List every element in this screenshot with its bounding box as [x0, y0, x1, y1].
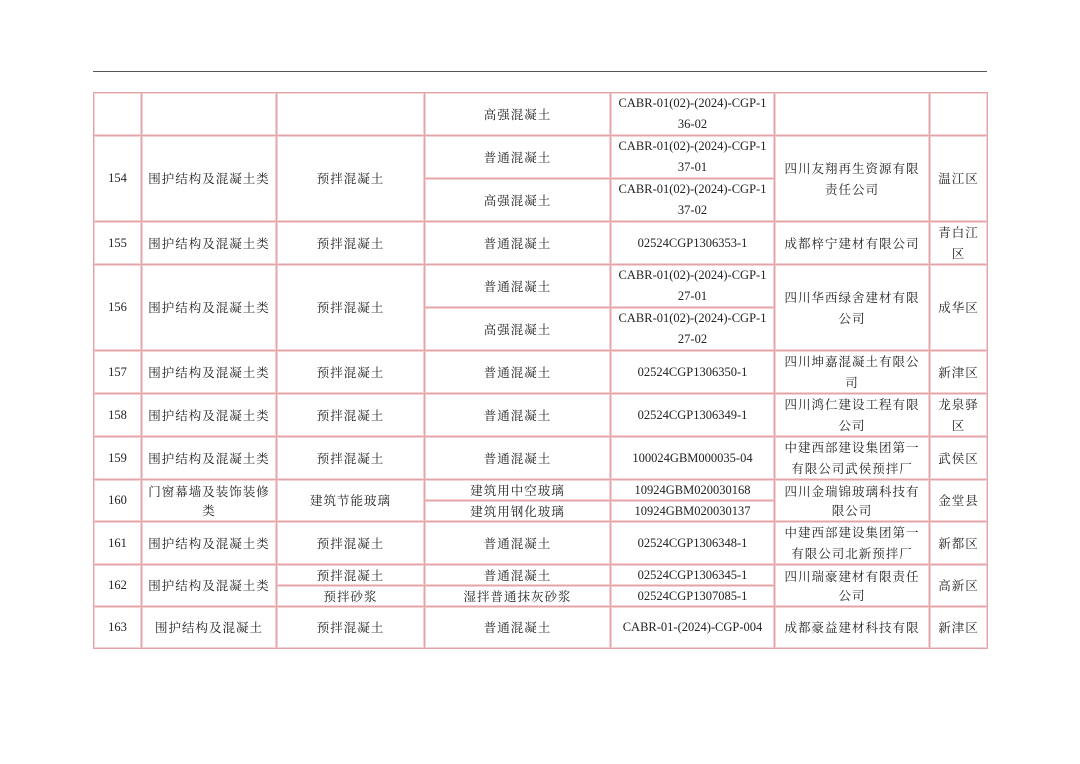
district-cell: 新津区 — [930, 607, 988, 649]
variant-cell: 建筑用中空玻璃 — [425, 480, 611, 501]
table-row — [94, 351, 988, 394]
row-number — [94, 93, 142, 136]
district-cell: 金堂县 — [930, 480, 988, 522]
row-number: 163 — [94, 607, 142, 649]
product-cell — [277, 93, 425, 136]
certificate-code: CABR-01(02)-(2024)-CGP-127-01 — [611, 265, 775, 308]
variant-cell: 高强混凝土 — [425, 179, 611, 222]
product-cell: 建筑节能玻璃 — [277, 480, 425, 522]
category-cell: 围护结构及混凝土类 — [142, 265, 277, 351]
company-cell: 四川华西绿舍建材有限公司 — [775, 265, 930, 351]
district-cell: 温江区 — [930, 136, 988, 222]
variant-cell: 普通混凝土 — [425, 565, 611, 586]
company-cell: 四川金瑞锦玻璃科技有限公司 — [775, 480, 930, 522]
table-row — [94, 437, 988, 480]
variant-cell: 普通混凝土 — [425, 265, 611, 308]
certificate-code: CABR-01(02)-(2024)-CGP-136-02 — [611, 93, 775, 136]
company-cell: 四川瑞豪建材有限责任公司 — [775, 565, 930, 607]
district-cell: 青白江区 — [930, 222, 988, 265]
product-cell: 预拌混凝土 — [277, 565, 425, 586]
category-cell: 围护结构及混凝土类 — [142, 394, 277, 437]
certificate-code: 02524CGP1306353-1 — [611, 222, 775, 265]
certificate-code: 02524CGP1306348-1 — [611, 522, 775, 565]
certificate-code: CABR-01(02)-(2024)-CGP-127-02 — [611, 308, 775, 351]
product-cell: 预拌混凝土 — [277, 265, 425, 351]
district-cell: 龙泉驿区 — [930, 394, 988, 437]
certificate-code: 02524CGP1306345-1 — [611, 565, 775, 586]
row-number: 157 — [94, 351, 142, 394]
product-cell: 预拌混凝土 — [277, 351, 425, 394]
variant-cell: 普通混凝土 — [425, 607, 611, 649]
table-row — [94, 607, 988, 649]
category-cell: 围护结构及混凝土类 — [142, 437, 277, 480]
table-row — [94, 265, 988, 308]
product-cell: 预拌混凝土 — [277, 522, 425, 565]
row-number: 155 — [94, 222, 142, 265]
company-cell: 中建西部建设集团第一有限公司北新预拌厂 — [775, 522, 930, 565]
table-row — [94, 136, 988, 179]
certificate-code: 02524CGP1306349-1 — [611, 394, 775, 437]
company-cell: 成都梓宁建材有限公司 — [775, 222, 930, 265]
category-cell: 围护结构及混凝土 — [142, 607, 277, 649]
certificate-code: 10924GBM020030137 — [611, 501, 775, 522]
district-cell — [930, 93, 988, 136]
certificate-code: CABR-01(02)-(2024)-CGP-137-02 — [611, 179, 775, 222]
variant-cell: 高强混凝土 — [425, 93, 611, 136]
row-number: 156 — [94, 265, 142, 351]
variant-cell: 普通混凝土 — [425, 351, 611, 394]
district-cell: 新津区 — [930, 351, 988, 394]
district-cell: 成华区 — [930, 265, 988, 351]
variant-cell: 普通混凝土 — [425, 136, 611, 179]
table-row — [94, 565, 988, 586]
certificate-code: CABR-01-(2024)-CGP-004 — [611, 607, 775, 649]
product-cell: 预拌混凝土 — [277, 136, 425, 222]
variant-cell: 建筑用钢化玻璃 — [425, 501, 611, 522]
table-row — [94, 222, 988, 265]
row-number: 158 — [94, 394, 142, 437]
product-cell: 预拌混凝土 — [277, 394, 425, 437]
certificate-code: CABR-01(02)-(2024)-CGP-137-01 — [611, 136, 775, 179]
certificate-code: 100024GBM000035-04 — [611, 437, 775, 480]
row-number: 162 — [94, 565, 142, 607]
variant-cell: 普通混凝土 — [425, 437, 611, 480]
row-number: 159 — [94, 437, 142, 480]
district-cell: 高新区 — [930, 565, 988, 607]
company-cell: 中建西部建设集团第一有限公司武侯预拌厂 — [775, 437, 930, 480]
table-row — [94, 93, 988, 136]
product-cell: 预拌混凝土 — [277, 437, 425, 480]
category-cell: 门窗幕墙及装饰装修类 — [142, 480, 277, 522]
variant-cell: 高强混凝土 — [425, 308, 611, 351]
certified-products-table — [93, 92, 988, 649]
category-cell — [142, 93, 277, 136]
variant-cell: 普通混凝土 — [425, 522, 611, 565]
variant-cell: 湿拌普通抹灰砂浆 — [425, 586, 611, 607]
variant-cell: 普通混凝土 — [425, 394, 611, 437]
table-row — [94, 394, 988, 437]
company-cell: 四川坤嘉混凝土有限公司 — [775, 351, 930, 394]
district-cell: 武侯区 — [930, 437, 988, 480]
certificate-code: 10924GBM020030168 — [611, 480, 775, 501]
company-cell — [775, 93, 930, 136]
company-cell: 成都豪益建材科技有限 — [775, 607, 930, 649]
variant-cell: 普通混凝土 — [425, 222, 611, 265]
company-cell: 四川鸿仁建设工程有限公司 — [775, 394, 930, 437]
certificate-code: 02524CGP1307085-1 — [611, 586, 775, 607]
table-row — [94, 480, 988, 501]
row-number: 154 — [94, 136, 142, 222]
product-cell: 预拌混凝土 — [277, 607, 425, 649]
table-row — [94, 522, 988, 565]
page-header-rule — [93, 71, 987, 72]
category-cell: 围护结构及混凝土类 — [142, 136, 277, 222]
category-cell: 围护结构及混凝土类 — [142, 565, 277, 607]
category-cell: 围护结构及混凝土类 — [142, 351, 277, 394]
row-number: 160 — [94, 480, 142, 522]
row-number: 161 — [94, 522, 142, 565]
company-cell: 四川友翔再生资源有限责任公司 — [775, 136, 930, 222]
certificate-code: 02524CGP1306350-1 — [611, 351, 775, 394]
product-cell: 预拌砂浆 — [277, 586, 425, 607]
category-cell: 围护结构及混凝土类 — [142, 222, 277, 265]
product-cell: 预拌混凝土 — [277, 222, 425, 265]
district-cell: 新都区 — [930, 522, 988, 565]
category-cell: 围护结构及混凝土类 — [142, 522, 277, 565]
